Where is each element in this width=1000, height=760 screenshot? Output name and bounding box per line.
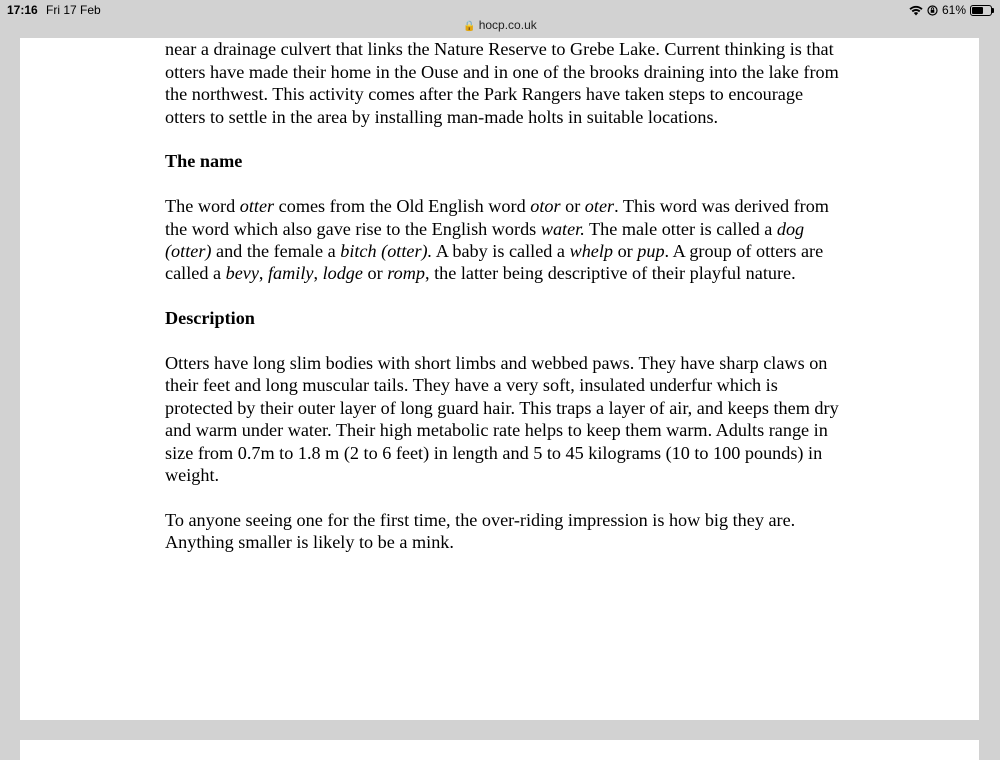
url-domain: hocp.co.uk — [479, 18, 537, 32]
status-time: 17:16 — [7, 3, 38, 17]
lock-icon: 🔒 — [463, 21, 475, 32]
paragraph-description: Otters have long slim bodies with short limbs and webbed paws. They have sharp claws on their feet and long muscular tails. They have a very soft, insulated underfur which is protected by their outer layer of long guard hair. This traps a layer of air, and keeps them dry and warm under water. Their high metabolic rate helps to keep them warm. Adults range in size from 0.7m to 1.8 m (2 to 6 feet) in length and 5 to 45 kilograms (10 to 100 pounds) in weight. — [165, 352, 845, 486]
heading-description: Description — [165, 307, 845, 329]
status-indicators — [909, 3, 992, 17]
heading-the-name: The name — [165, 150, 845, 172]
document-body — [165, 38, 845, 554]
battery-icon — [970, 5, 992, 16]
paragraph-the-name: The word otter comes from the Old English word otor or oter. This word was derived from the word which also gave rise to the English words water. The male otter is called a dog (otter) and the female a bitch (otter). A baby is called a whelp or pup. A group of otters are called a bevy, family, lodge or romp, the latter being descriptive of their playful nature. — [165, 195, 845, 285]
next-page — [20, 740, 979, 760]
wifi-icon — [909, 5, 923, 16]
battery-level — [972, 7, 983, 14]
status-date: Fri 17 Feb — [46, 3, 101, 17]
document-page — [20, 38, 979, 720]
battery-percent: 61% — [942, 3, 966, 17]
paragraph-first-sighting: To anyone seeing one for the first time, the over-riding impression is how big they are. Anything smaller is likely to be a mink. — [165, 509, 845, 554]
status-bar — [0, 0, 1000, 20]
orientation-lock-icon — [927, 5, 938, 16]
address-bar[interactable] — [0, 18, 1000, 36]
paragraph-otter-activity: near a drainage culvert that links the Nature Reserve to Grebe Lake. Current thinking is that otters have made their home in the Ouse and in one of the brooks draining into the lake from the northwest. This activity comes after the Park Rangers have taken steps to encourage otters to settle in the area by installing man-made holts in suitable locations. — [165, 38, 845, 128]
